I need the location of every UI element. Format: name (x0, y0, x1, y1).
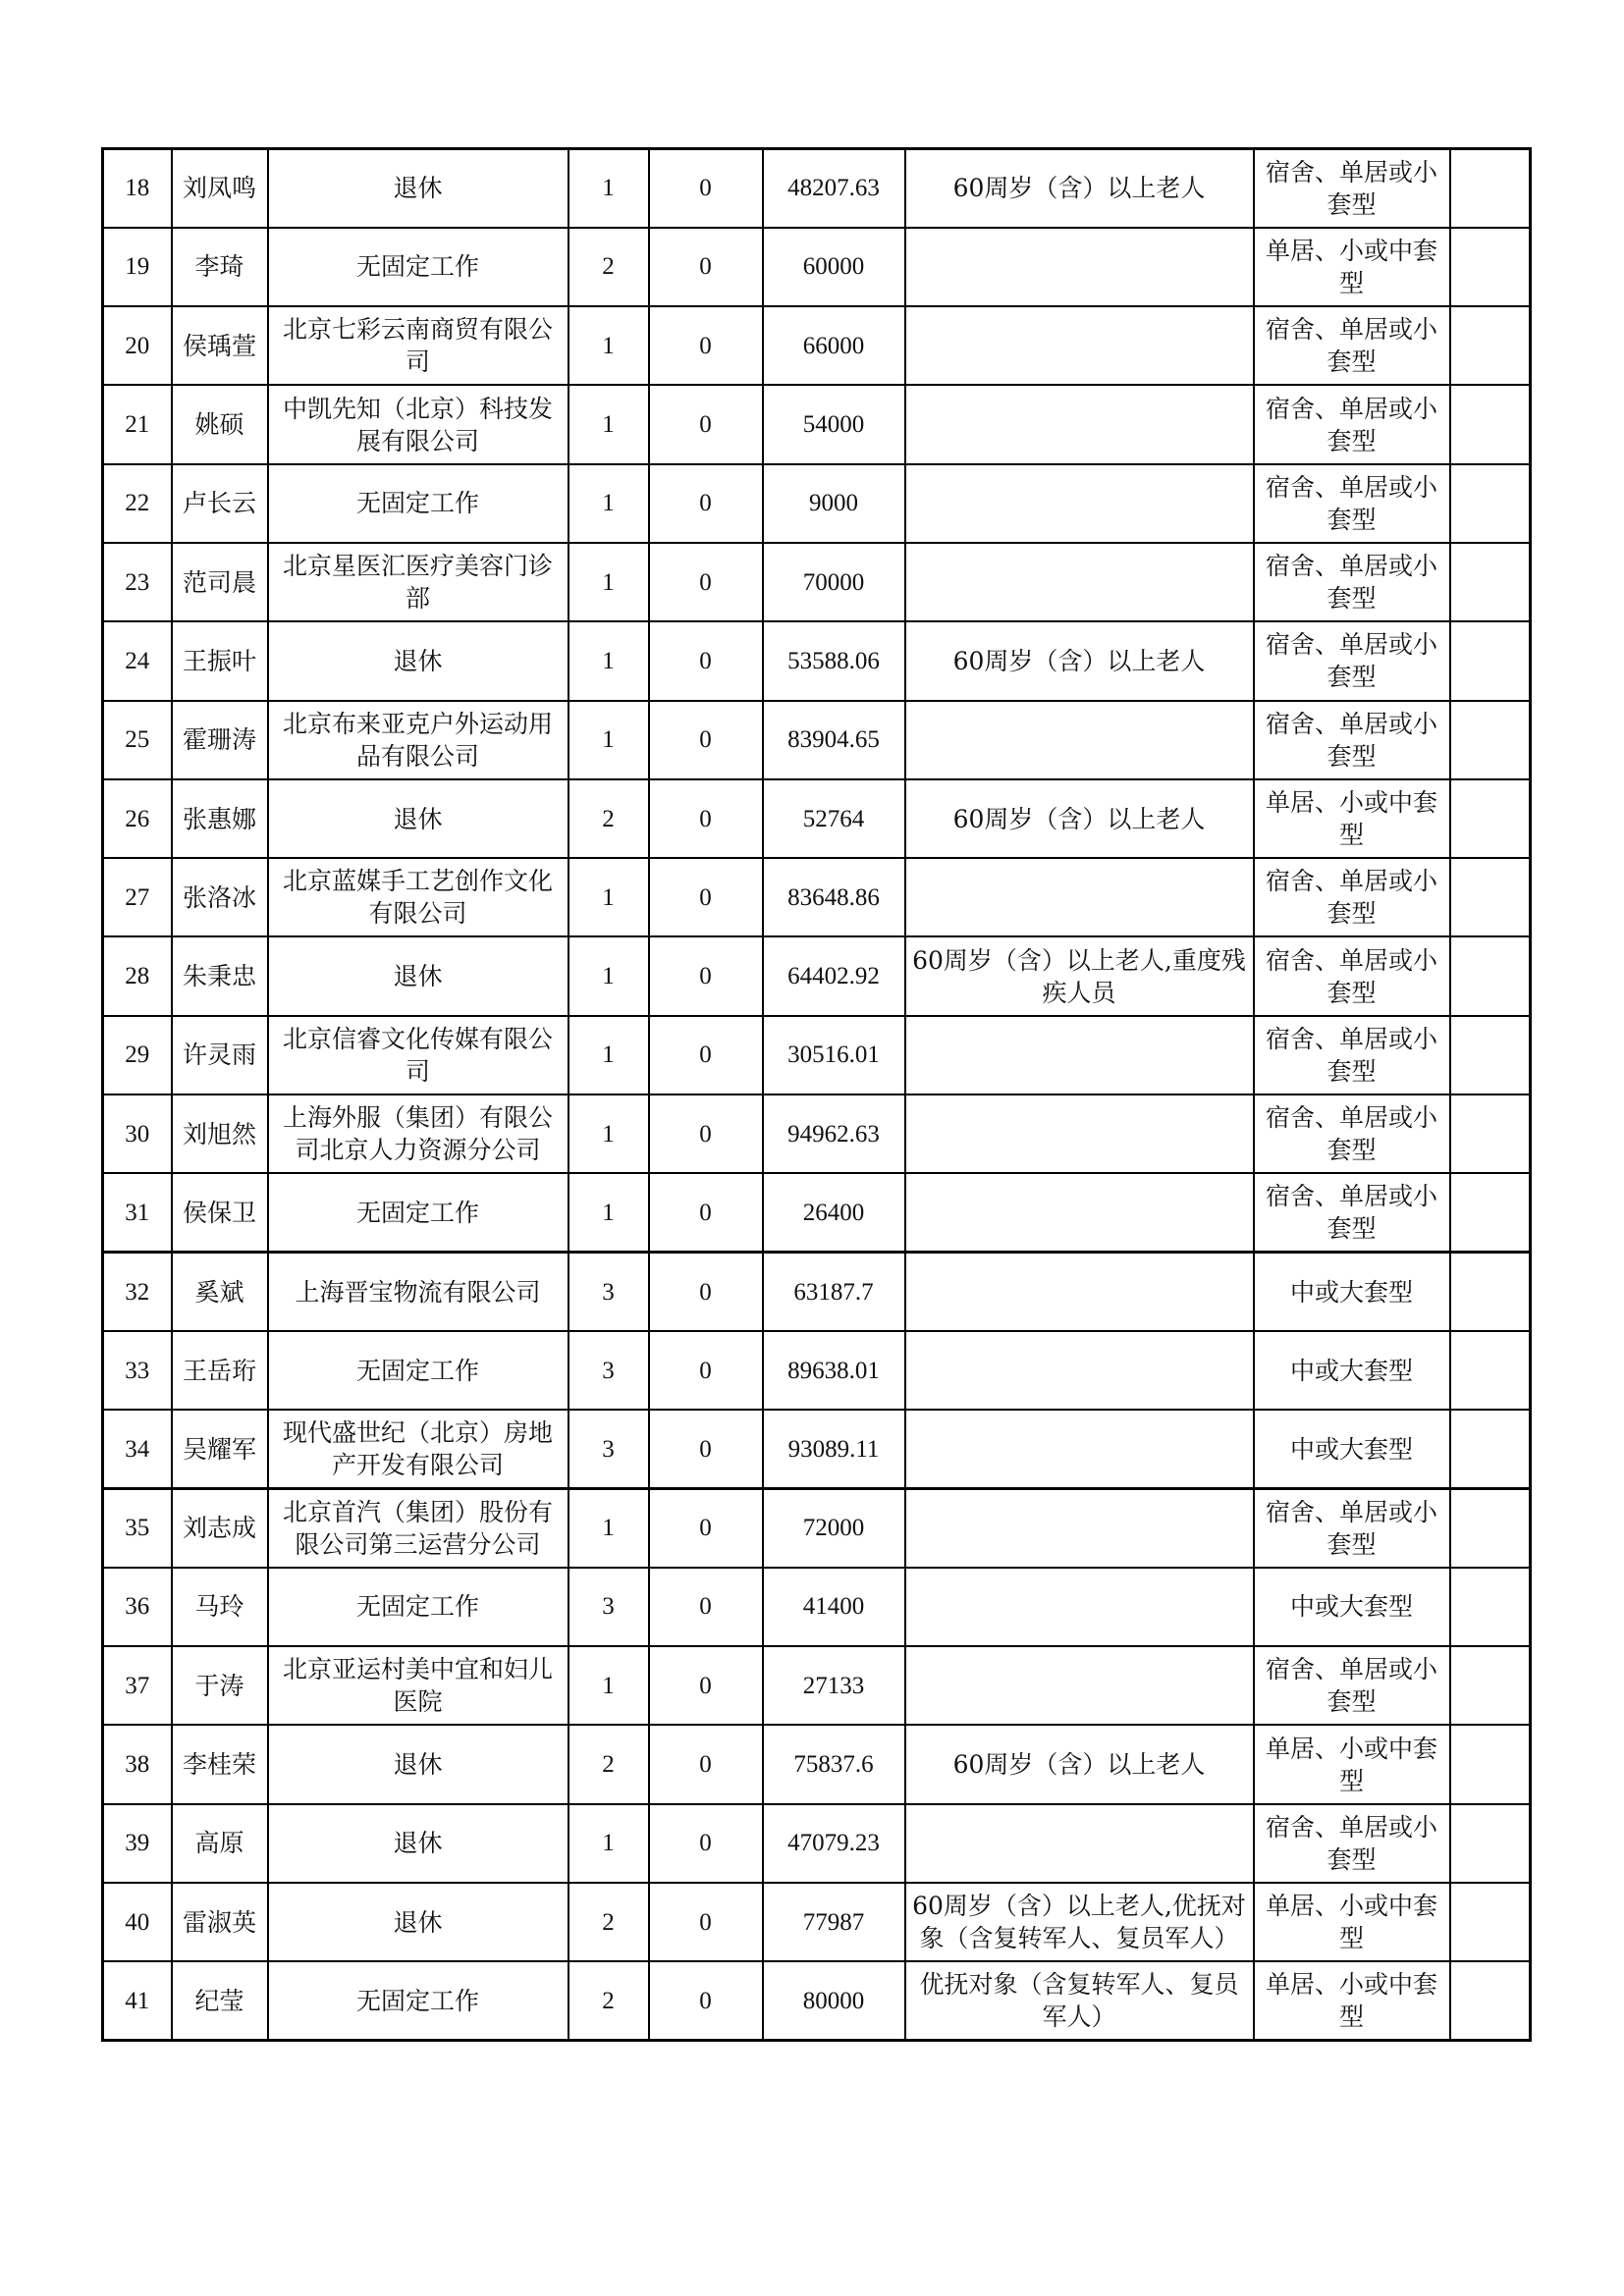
priority-category (905, 306, 1254, 385)
housing-type: 宿舍、单居或小套型 (1254, 1489, 1450, 1568)
annual-income: 30516.01 (763, 1016, 905, 1095)
household-size: 1 (568, 149, 649, 228)
annual-income: 47079.23 (763, 1804, 905, 1883)
table-row (103, 543, 1531, 621)
priority-category (905, 385, 1254, 463)
work-unit: 北京首汽（集团）股份有限公司第三运营分公司 (268, 1489, 568, 1568)
table-row (103, 1173, 1531, 1252)
table-row (103, 1883, 1531, 1961)
housing-type: 宿舍、单居或小套型 (1254, 385, 1450, 463)
housing-type: 单居、小或中套型 (1254, 1883, 1450, 1961)
annual-income: 66000 (763, 306, 905, 385)
annual-income: 83904.65 (763, 701, 905, 779)
household-size: 2 (568, 1725, 649, 1803)
household-size: 1 (568, 1095, 649, 1173)
row-number: 38 (103, 1725, 172, 1803)
housing-count: 0 (649, 1173, 763, 1252)
annual-income: 9000 (763, 464, 905, 543)
table-row (103, 1961, 1531, 2040)
remarks-cell (1450, 306, 1531, 385)
remarks-cell (1450, 1331, 1531, 1410)
row-number: 22 (103, 464, 172, 543)
remarks-cell (1450, 385, 1531, 463)
row-number: 27 (103, 858, 172, 936)
table-row (103, 621, 1531, 700)
remarks-cell (1450, 621, 1531, 700)
remarks-cell (1450, 464, 1531, 543)
remarks-cell (1450, 1883, 1531, 1961)
housing-type: 宿舍、单居或小套型 (1254, 306, 1450, 385)
table-row (103, 858, 1531, 936)
table-row (103, 228, 1531, 306)
applicant-name: 纪莹 (172, 1961, 268, 2040)
annual-income: 72000 (763, 1489, 905, 1568)
housing-type: 单居、小或中套型 (1254, 779, 1450, 858)
row-number: 40 (103, 1883, 172, 1961)
table-row (103, 1804, 1531, 1883)
household-size: 1 (568, 1646, 649, 1725)
housing-count: 0 (649, 149, 763, 228)
housing-count: 0 (649, 464, 763, 543)
priority-category (905, 1331, 1254, 1410)
table-row (103, 1410, 1531, 1488)
remarks-cell (1450, 1253, 1531, 1331)
housing-type: 宿舍、单居或小套型 (1254, 464, 1450, 543)
housing-count: 0 (649, 1725, 763, 1803)
applicant-name: 范司晨 (172, 543, 268, 621)
housing-count: 0 (649, 1489, 763, 1568)
table-body (103, 149, 1531, 2041)
work-unit: 上海外服（集团）有限公司北京人力资源分公司 (268, 1095, 568, 1173)
housing-count: 0 (649, 306, 763, 385)
remarks-cell (1450, 228, 1531, 306)
housing-type: 宿舍、单居或小套型 (1254, 1646, 1450, 1725)
applicant-name: 刘凤鸣 (172, 149, 268, 228)
household-size: 2 (568, 1961, 649, 2040)
remarks-cell (1450, 701, 1531, 779)
annual-income: 27133 (763, 1646, 905, 1725)
household-size: 2 (568, 779, 649, 858)
table-row (103, 1095, 1531, 1173)
table-row (103, 1331, 1531, 1410)
annual-income: 63187.7 (763, 1253, 905, 1331)
applicant-name: 马玲 (172, 1568, 268, 1646)
priority-category: 优抚对象（含复转军人、复员军人） (905, 1961, 1254, 2040)
priority-category: 60周岁（含）以上老人 (905, 149, 1254, 228)
household-size: 1 (568, 858, 649, 936)
housing-count: 0 (649, 1410, 763, 1488)
applicant-table (101, 147, 1532, 2042)
table-row (103, 1725, 1531, 1803)
work-unit: 退休 (268, 936, 568, 1015)
household-size: 1 (568, 464, 649, 543)
housing-type: 宿舍、单居或小套型 (1254, 149, 1450, 228)
row-number: 39 (103, 1804, 172, 1883)
row-number: 41 (103, 1961, 172, 2040)
table-row (103, 779, 1531, 858)
priority-category: 60周岁（含）以上老人 (905, 1725, 1254, 1803)
housing-type: 宿舍、单居或小套型 (1254, 936, 1450, 1015)
household-size: 1 (568, 936, 649, 1015)
remarks-cell (1450, 779, 1531, 858)
housing-type: 宿舍、单居或小套型 (1254, 701, 1450, 779)
row-number: 36 (103, 1568, 172, 1646)
work-unit: 无固定工作 (268, 1568, 568, 1646)
work-unit: 无固定工作 (268, 1961, 568, 2040)
work-unit: 退休 (268, 1804, 568, 1883)
housing-count: 0 (649, 1961, 763, 2040)
priority-category (905, 1016, 1254, 1095)
applicant-name: 于涛 (172, 1646, 268, 1725)
annual-income: 48207.63 (763, 149, 905, 228)
row-number: 30 (103, 1095, 172, 1173)
housing-type: 中或大套型 (1254, 1568, 1450, 1646)
annual-income: 80000 (763, 1961, 905, 2040)
table-row (103, 1489, 1531, 1568)
row-number: 26 (103, 779, 172, 858)
remarks-cell (1450, 1016, 1531, 1095)
row-number: 33 (103, 1331, 172, 1410)
housing-count: 0 (649, 936, 763, 1015)
priority-category (905, 1095, 1254, 1173)
table-row (103, 464, 1531, 543)
priority-category (905, 1489, 1254, 1568)
household-size: 2 (568, 1883, 649, 1961)
work-unit: 无固定工作 (268, 228, 568, 306)
housing-count: 0 (649, 1883, 763, 1961)
housing-type: 宿舍、单居或小套型 (1254, 1173, 1450, 1252)
annual-income: 89638.01 (763, 1331, 905, 1410)
row-number: 23 (103, 543, 172, 621)
housing-count: 0 (649, 858, 763, 936)
annual-income: 83648.86 (763, 858, 905, 936)
annual-income: 93089.11 (763, 1410, 905, 1488)
priority-category (905, 1568, 1254, 1646)
remarks-cell (1450, 149, 1531, 228)
annual-income: 54000 (763, 385, 905, 463)
household-size: 3 (568, 1253, 649, 1331)
housing-type: 宿舍、单居或小套型 (1254, 1095, 1450, 1173)
row-number: 28 (103, 936, 172, 1015)
housing-type: 宿舍、单居或小套型 (1254, 1016, 1450, 1095)
household-size: 1 (568, 1173, 649, 1252)
household-size: 1 (568, 306, 649, 385)
applicant-name: 许灵雨 (172, 1016, 268, 1095)
applicant-name: 刘志成 (172, 1489, 268, 1568)
table-row (103, 936, 1531, 1015)
housing-type: 宿舍、单居或小套型 (1254, 543, 1450, 621)
table-row (103, 1016, 1531, 1095)
applicant-name: 霍珊涛 (172, 701, 268, 779)
housing-count: 0 (649, 779, 763, 858)
row-number: 37 (103, 1646, 172, 1725)
row-number: 29 (103, 1016, 172, 1095)
row-number: 34 (103, 1410, 172, 1488)
housing-type: 中或大套型 (1254, 1253, 1450, 1331)
priority-category (905, 543, 1254, 621)
applicant-name: 王振叶 (172, 621, 268, 700)
housing-count: 0 (649, 1331, 763, 1410)
row-number: 32 (103, 1253, 172, 1331)
remarks-cell (1450, 858, 1531, 936)
work-unit: 上海晋宝物流有限公司 (268, 1253, 568, 1331)
priority-category (905, 1173, 1254, 1252)
applicant-name: 高原 (172, 1804, 268, 1883)
annual-income: 53588.06 (763, 621, 905, 700)
housing-type: 中或大套型 (1254, 1410, 1450, 1488)
housing-count: 0 (649, 543, 763, 621)
priority-category (905, 1253, 1254, 1331)
housing-count: 0 (649, 385, 763, 463)
priority-category (905, 1646, 1254, 1725)
row-number: 35 (103, 1489, 172, 1568)
table-row (103, 1646, 1531, 1725)
applicant-name: 姚硕 (172, 385, 268, 463)
housing-count: 0 (649, 1095, 763, 1173)
work-unit: 北京蓝媒手工艺创作文化有限公司 (268, 858, 568, 936)
work-unit: 北京星医汇医疗美容门诊部 (268, 543, 568, 621)
work-unit: 北京七彩云南商贸有限公司 (268, 306, 568, 385)
applicant-name: 刘旭然 (172, 1095, 268, 1173)
remarks-cell (1450, 1095, 1531, 1173)
remarks-cell (1450, 1646, 1531, 1725)
annual-income: 64402.92 (763, 936, 905, 1015)
housing-count: 0 (649, 1646, 763, 1725)
priority-category (905, 228, 1254, 306)
housing-count: 0 (649, 1253, 763, 1331)
table-row (103, 306, 1531, 385)
row-number: 24 (103, 621, 172, 700)
work-unit: 退休 (268, 1883, 568, 1961)
housing-count: 0 (649, 1804, 763, 1883)
work-unit: 无固定工作 (268, 1173, 568, 1252)
work-unit: 退休 (268, 779, 568, 858)
row-number: 31 (103, 1173, 172, 1252)
priority-category: 60周岁（含）以上老人,重度残疾人员 (905, 936, 1254, 1015)
applicant-name: 张洛冰 (172, 858, 268, 936)
annual-income: 77987 (763, 1883, 905, 1961)
household-size: 3 (568, 1568, 649, 1646)
housing-type: 宿舍、单居或小套型 (1254, 1804, 1450, 1883)
priority-category: 60周岁（含）以上老人 (905, 621, 1254, 700)
applicant-name: 朱秉忠 (172, 936, 268, 1015)
annual-income: 94962.63 (763, 1095, 905, 1173)
household-size: 1 (568, 1016, 649, 1095)
housing-count: 0 (649, 1016, 763, 1095)
household-size: 3 (568, 1331, 649, 1410)
work-unit: 中凯先知（北京）科技发展有限公司 (268, 385, 568, 463)
work-unit: 退休 (268, 149, 568, 228)
remarks-cell (1450, 1804, 1531, 1883)
housing-type: 宿舍、单居或小套型 (1254, 858, 1450, 936)
row-number: 20 (103, 306, 172, 385)
household-size: 1 (568, 701, 649, 779)
priority-category: 60周岁（含）以上老人 (905, 779, 1254, 858)
remarks-cell (1450, 1725, 1531, 1803)
work-unit: 退休 (268, 621, 568, 700)
housing-count: 0 (649, 621, 763, 700)
annual-income: 26400 (763, 1173, 905, 1252)
housing-count: 0 (649, 701, 763, 779)
household-size: 1 (568, 1489, 649, 1568)
annual-income: 41400 (763, 1568, 905, 1646)
remarks-cell (1450, 543, 1531, 621)
priority-category (905, 464, 1254, 543)
applicant-name: 雷淑英 (172, 1883, 268, 1961)
work-unit: 退休 (268, 1725, 568, 1803)
applicant-name: 李琦 (172, 228, 268, 306)
housing-type: 单居、小或中套型 (1254, 228, 1450, 306)
priority-category (905, 701, 1254, 779)
annual-income: 70000 (763, 543, 905, 621)
row-number: 25 (103, 701, 172, 779)
household-size: 1 (568, 1804, 649, 1883)
row-number: 18 (103, 149, 172, 228)
table-row (103, 701, 1531, 779)
priority-category (905, 1804, 1254, 1883)
applicant-name: 卢长云 (172, 464, 268, 543)
applicant-name: 吴耀军 (172, 1410, 268, 1488)
household-size: 1 (568, 543, 649, 621)
remarks-cell (1450, 936, 1531, 1015)
work-unit: 无固定工作 (268, 1331, 568, 1410)
housing-type: 宿舍、单居或小套型 (1254, 621, 1450, 700)
household-size: 1 (568, 621, 649, 700)
household-size: 1 (568, 385, 649, 463)
work-unit: 北京亚运村美中宜和妇儿医院 (268, 1646, 568, 1725)
household-size: 3 (568, 1410, 649, 1488)
priority-category (905, 1410, 1254, 1488)
applicant-name: 奚斌 (172, 1253, 268, 1331)
remarks-cell (1450, 1568, 1531, 1646)
work-unit: 北京信睿文化传媒有限公司 (268, 1016, 568, 1095)
work-unit: 北京布来亚克户外运动用品有限公司 (268, 701, 568, 779)
remarks-cell (1450, 1173, 1531, 1252)
housing-type: 中或大套型 (1254, 1331, 1450, 1410)
row-number: 21 (103, 385, 172, 463)
table-row (103, 149, 1531, 228)
applicant-name: 张惠娜 (172, 779, 268, 858)
priority-category: 60周岁（含）以上老人,优抚对象（含复转军人、复员军人） (905, 1883, 1254, 1961)
household-size: 2 (568, 228, 649, 306)
work-unit: 现代盛世纪（北京）房地产开发有限公司 (268, 1410, 568, 1488)
remarks-cell (1450, 1410, 1531, 1488)
housing-type: 单居、小或中套型 (1254, 1725, 1450, 1803)
remarks-cell (1450, 1489, 1531, 1568)
work-unit: 无固定工作 (268, 464, 568, 543)
housing-type: 单居、小或中套型 (1254, 1961, 1450, 2040)
applicant-name: 王岳珩 (172, 1331, 268, 1410)
annual-income: 52764 (763, 779, 905, 858)
table-row (103, 1253, 1531, 1331)
applicant-name: 侯保卫 (172, 1173, 268, 1252)
remarks-cell (1450, 1961, 1531, 2040)
housing-count: 0 (649, 228, 763, 306)
housing-count: 0 (649, 1568, 763, 1646)
priority-category (905, 858, 1254, 936)
applicant-name: 李桂荣 (172, 1725, 268, 1803)
annual-income: 75837.6 (763, 1725, 905, 1803)
table-row (103, 385, 1531, 463)
annual-income: 60000 (763, 228, 905, 306)
row-number: 19 (103, 228, 172, 306)
applicant-name: 侯瑀萱 (172, 306, 268, 385)
table-row (103, 1568, 1531, 1646)
